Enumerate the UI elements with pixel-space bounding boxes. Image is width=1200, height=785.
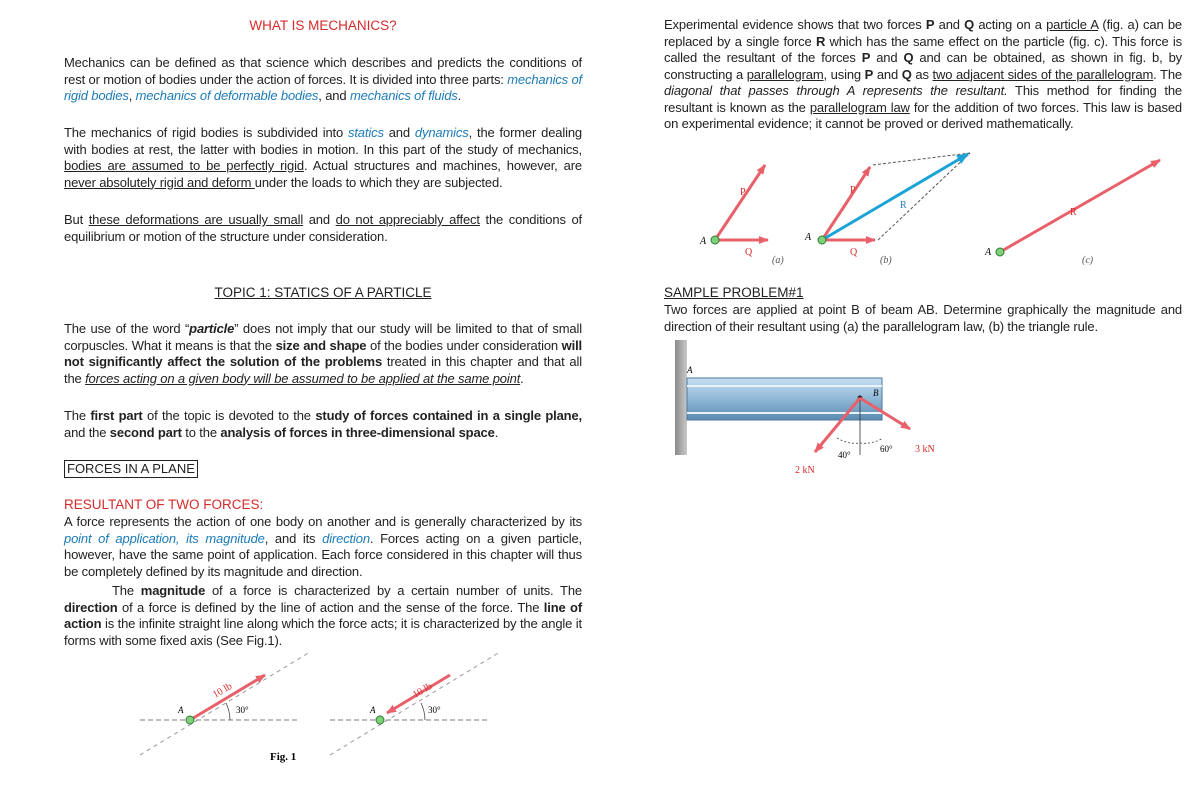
paragraph-rigid-bodies: The mechanics of rigid bodies is subdivided into statics and dynamics, the former dealing with bodies at rest, the latter with bodies in motion. In this part of the study of mechanics, bodies are assumed to be perfectly rigid. Actual structures and machines, however, are never absolutely rigid and deform under the loads to which they are subjected. — [64, 125, 582, 190]
svg-text:P: P — [740, 187, 746, 198]
force-p-arrow-b — [822, 167, 870, 240]
svg-text:R: R — [900, 200, 907, 211]
svg-text:A: A — [700, 236, 707, 247]
svg-text:(b): (b) — [880, 255, 892, 266]
line-of-action — [140, 652, 310, 755]
svg-text:B: B — [873, 388, 879, 398]
parallelogram-figures — [690, 145, 1190, 270]
svg-text:(c): (c) — [1082, 255, 1094, 266]
resultant-heading: RESULTANT OF TWO FORCES: — [64, 497, 264, 512]
svg-text:10 lb: 10 lb — [411, 680, 435, 701]
svg-text:2 kN: 2 kN — [795, 465, 815, 476]
svg-text:30°: 30° — [236, 705, 249, 715]
svg-text:(a): (a) — [772, 255, 784, 266]
resultant-r-arrow-b — [822, 154, 968, 240]
page-title: WHAT IS MECHANICS? — [249, 18, 397, 33]
paragraph-force-definition: A force represents the action of one body on another and is generally characterized by its point of application, its magnitude, and its direction. Forces acting on a given particle, however, have the same point of application. Each force considered in this chapter will thus be completely defined by its magnitude and direction. — [64, 514, 583, 579]
sample-problem-text: Two forces are applied at point B of beam AB. Determine graphically the magnitude and direction of their resultant using (a) the parallelogram law, (b) the triangle rule. — [664, 302, 1182, 334]
figure-1-caption: Fig. 1 — [270, 751, 297, 763]
svg-text:Q: Q — [850, 247, 858, 258]
svg-text:A: A — [805, 232, 812, 243]
svg-text:3 kN: 3 kN — [915, 444, 935, 455]
paragraph-topic-parts: The first part of the topic is devoted to the study of forces contained in a single plane, and the second part to the analysis of forces in three-dimensional space. — [64, 408, 582, 440]
svg-text:A: A — [370, 705, 376, 715]
paragraph-magnitude-direction: The magnitude of a force is characterized by a certain number of units. The direction of a force is defined by the line of action and the sense of the force. The line of action is the infinite straight line along which the force acts; it is characterized by the angle it forms with some fixed axis (See Fig.1). — [64, 583, 583, 648]
paragraph-deformations: But these deformations are usually small and do not appreciably affect the conditions of equilibrium or motion of the structure under consideration. — [64, 212, 582, 244]
svg-text:P: P — [850, 185, 856, 196]
forces-in-plane-heading: FORCES IN A PLANE — [64, 460, 582, 478]
force-p-arrow-a — [715, 165, 765, 240]
paragraph-mechanics-definition: Mechanics can be defined as that science which describes and predicts the conditions of rest or motion of bodies under the action of forces. It is divided into three parts: mechanics of rigid bodies, mechanics of deformable bodies, and mechanics of fluids. — [64, 55, 583, 103]
svg-text:Q: Q — [745, 247, 753, 258]
svg-text:40°: 40° — [838, 450, 851, 460]
svg-text:30°: 30° — [428, 705, 441, 715]
resultant-r-arrow-c — [1000, 160, 1160, 252]
paragraph-parallelogram-law: Experimental evidence shows that two forces P and Q acting on a particle A (fig. a) can be replaced by a single force R which has the same effect on the particle (fig. c). This force is called the resultant of the forces P and Q and can be obtained, as shown in fig. b, by constructing a parallelogram, using P and Q as two adjacent sides of the parallelogram. The diagonal that passes through A represents the resultant. This method for finding the resultant is known as the parallelogram law for the addition of two forces. This law is based on experimental evidence; it cannot be proved or derived mathematically. — [664, 17, 1183, 131]
particle-a-2 — [376, 716, 384, 724]
paragraph-particle: The use of the word “particle” does not imply that our study will be limited to that of small corpuscles. What it means is that the size and shape of the bodies under consideration will not significantly affect the solution of the problems treated in this chapter and that all the forces acting on a given body will be assumed to be applied at the same point. — [64, 321, 582, 386]
figure-1 — [130, 640, 520, 770]
svg-text:R: R — [1070, 207, 1077, 218]
svg-text:10 lb: 10 lb — [211, 680, 235, 701]
topic-heading: TOPIC 1: STATICS OF A PARTICLE — [214, 285, 432, 300]
particle-a-1 — [186, 716, 194, 724]
link-rigid-bodies: mechanics of rigid bodies — [64, 71, 583, 103]
beam-figure — [675, 340, 975, 485]
svg-text:A: A — [178, 705, 184, 715]
svg-text:A: A — [985, 247, 992, 258]
wall-support — [675, 340, 687, 455]
svg-text:60°: 60° — [880, 444, 893, 454]
svg-text:A: A — [687, 365, 693, 375]
sample-problem-heading: SAMPLE PROBLEM#1 — [664, 285, 804, 300]
